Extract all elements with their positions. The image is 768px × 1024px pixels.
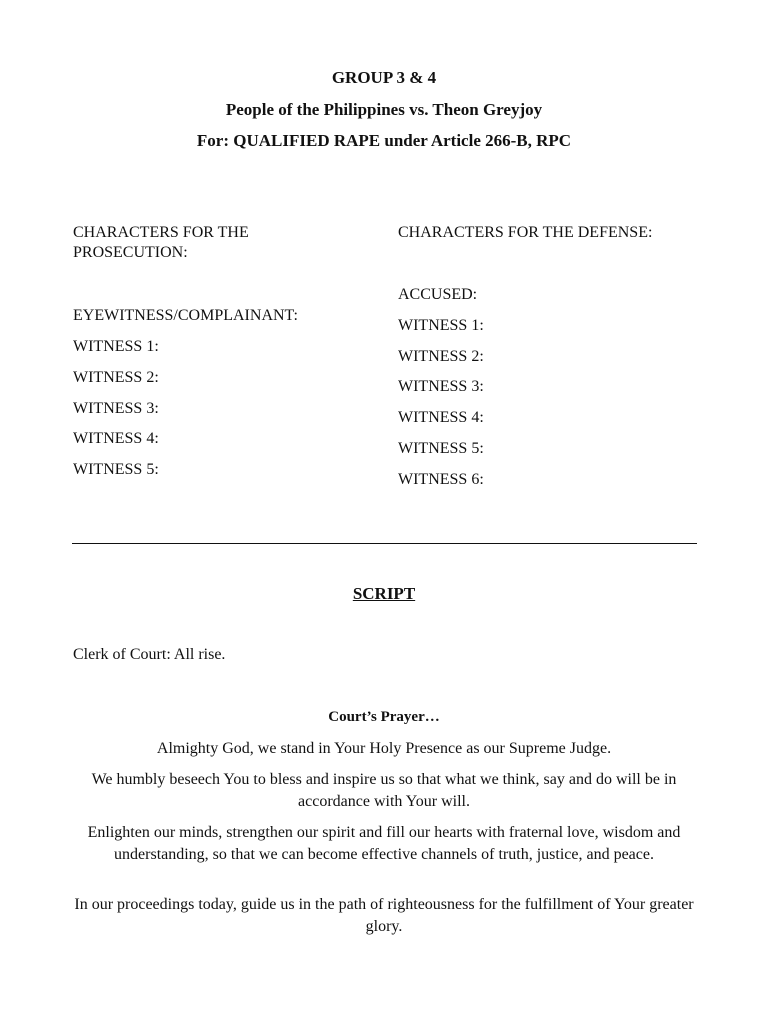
defense-entry: WITNESS 3: [398, 378, 484, 395]
prayer-paragraph: Almighty God, we stand in Your Holy Presence as our Supreme Judge. [156, 740, 612, 757]
charge-line: For: QUALIFIED RAPE under Article 266-B, RPC [196, 131, 572, 150]
prayer-paragraph: Enlighten our minds, strengthen our spirit and fill our hearts with fraternal love, wisdom and understanding, so that we can become effective channels of truth, justice, and peace. [87, 824, 681, 863]
section-divider [72, 543, 697, 544]
prosecution-entry: WITNESS 4: [73, 430, 159, 447]
prayer-paragraph: In our proceedings today, guide us in the path of righteousness for the fulfillment of Your greater glory. [74, 896, 694, 935]
defense-entry: WITNESS 4: [398, 409, 484, 426]
prosecution-entry: WITNESS 2: [73, 369, 159, 386]
defense-entry: WITNESS 2: [398, 348, 484, 365]
prayer-paragraph: We humbly beseech You to bless and inspire us so that what we think, say and do will be in accordance with Your will. [91, 771, 677, 810]
prayer-title: Court’s Prayer… [328, 709, 440, 725]
prosecution-entry: EYEWITNESS/COMPLAINANT: [73, 307, 298, 324]
case-title: People of the Philippines vs. Theon Greyjoy [225, 100, 543, 119]
defense-heading: CHARACTERS FOR THE DEFENSE: [398, 224, 653, 241]
group-heading: GROUP 3 & 4 [331, 68, 437, 87]
defense-entry: WITNESS 5: [398, 440, 484, 457]
prosecution-entry: WITNESS 1: [73, 338, 159, 355]
defense-entry: ACCUSED: [398, 286, 478, 303]
prosecution-entry: WITNESS 5: [73, 461, 159, 478]
clerk-line: Clerk of Court: All rise. [73, 646, 226, 663]
defense-entry: WITNESS 1: [398, 317, 484, 334]
prosecution-entry: WITNESS 3: [73, 400, 159, 417]
script-title: SCRIPT [352, 584, 416, 603]
defense-entry: WITNESS 6: [398, 471, 484, 488]
prosecution-heading: CHARACTERS FOR THE PROSECUTION: [73, 224, 249, 261]
